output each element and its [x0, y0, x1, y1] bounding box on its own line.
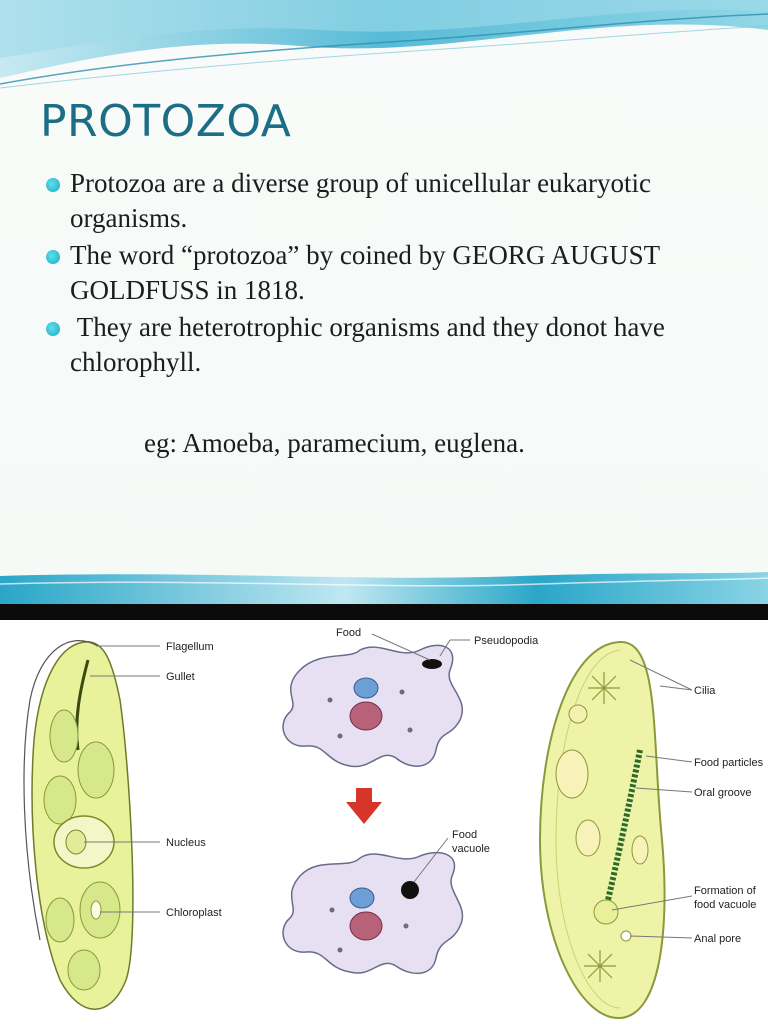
label-food-vacuole-line2: vacuole — [452, 843, 490, 855]
label-formation-line2: food vacuole — [694, 899, 757, 911]
top-wave-decoration — [0, 0, 768, 90]
label-cilia: Cilia — [694, 685, 716, 697]
label-oral-groove: Oral groove — [694, 787, 752, 799]
amoeba-illustration-bottom — [283, 829, 490, 973]
label-chloroplast: Chloroplast — [166, 907, 222, 919]
bullet-list — [44, 166, 724, 382]
amoeba-illustration-top — [283, 627, 539, 766]
label-flagellum: Flagellum — [166, 641, 214, 653]
bullet-item — [44, 166, 724, 236]
contractile-vacuole-icon — [584, 950, 616, 982]
example-text: eg: Amoeba, paramecium, euglena. — [144, 428, 525, 458]
label-pseudopodia: Pseudopodia — [474, 635, 539, 647]
label-food: Food — [336, 627, 362, 639]
slide-title: PROTOZOA — [40, 96, 292, 147]
bullet-text: The word “protozoa” by coined by GEORG AUGUST GOLDFUSS in 1818. — [70, 240, 660, 305]
label-gullet: Gullet — [166, 671, 195, 683]
protozoa-diagram — [0, 620, 768, 1024]
bullet-dot-icon — [46, 250, 60, 264]
label-anal-pore: Anal pore — [694, 933, 742, 945]
bottom-wave-decoration — [0, 570, 768, 605]
bullet-dot-icon — [46, 178, 60, 192]
label-food-vacuole-line1: Food — [452, 829, 478, 841]
separator-bar — [0, 604, 768, 620]
euglena-illustration — [24, 641, 222, 1010]
contractile-vacuole-icon — [588, 672, 620, 704]
label-food-particles: Food particles — [694, 757, 764, 769]
bullet-text: Protozoa are a diverse group of unicellular eukaryotic organisms. — [70, 168, 652, 233]
bullet-item — [44, 310, 724, 380]
red-arrow-icon — [346, 788, 382, 824]
bullet-item — [44, 238, 724, 308]
label-nucleus: Nucleus — [166, 837, 206, 849]
label-formation-line1: Formation of — [694, 885, 756, 897]
paramecium-illustration — [540, 642, 764, 1018]
bullet-text: They are heterotrophic organisms and they donot have chlorophyll. — [70, 312, 672, 377]
bullet-dot-icon — [46, 322, 60, 336]
